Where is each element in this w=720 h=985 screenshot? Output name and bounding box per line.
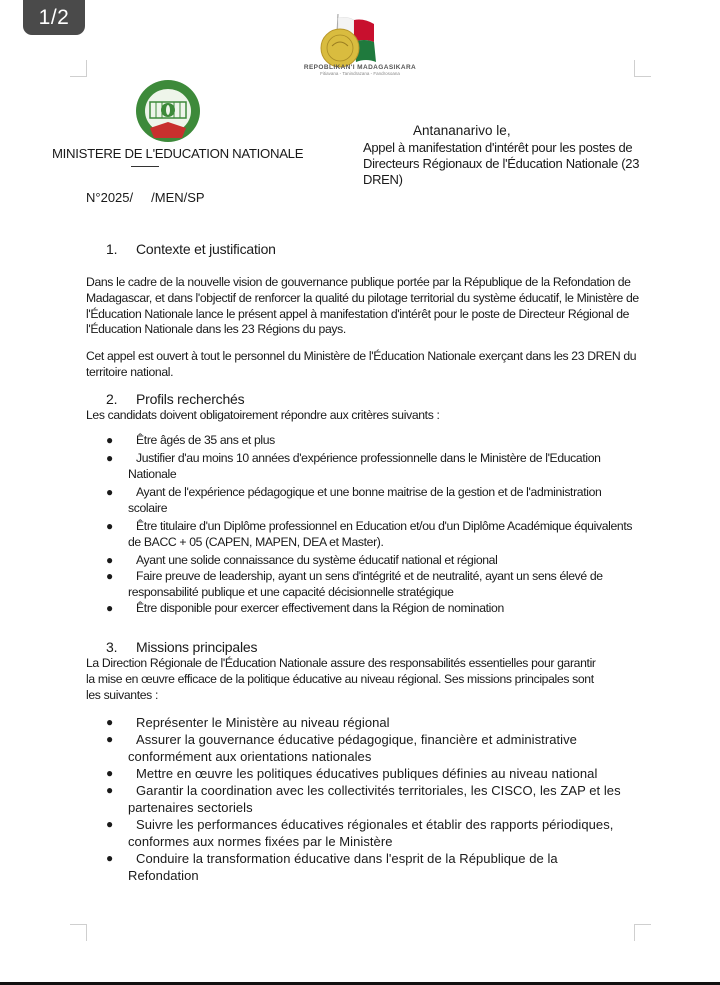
list-item: ● Faire preuve de leadership, ayant un sens d'intégrité et de neutralité, ayant un sens élevé de responsabilité publique et une capacité décisionnelle stratégique: [106, 569, 603, 599]
bullet-icon: ●: [106, 601, 113, 615]
list-item: ● Être disponible pour exercer effectivement dans la Région de nomination: [106, 601, 504, 615]
reference-suffix: /MEN/SP: [151, 190, 205, 205]
section-3-intro: La Direction Régionale de l'Éducation Nationale assure des responsabilités essentielles pour garantir la mise en œuvre efficace de la politique éducative au niveau régional. Ses missions principales sont les suivantes :: [86, 656, 596, 702]
republic-name: REPOBLIKAN'I MADAGASIKARA: [303, 64, 417, 71]
criteria-list: [106, 432, 638, 616]
bullet-icon: ●: [106, 732, 114, 746]
bullet-icon: ●: [106, 519, 113, 533]
list-item: ● Être âgés de 35 ans et plus: [106, 433, 275, 447]
missions-list: [106, 714, 628, 884]
bullet-icon: ●: [106, 451, 113, 465]
list-item: ● Justifier d'au moins 10 années d'expérience professionnelle dans le Ministère de l'Education Nationale: [106, 451, 601, 481]
list-item: ● Conduire la transformation éducative dans l'esprit de la République de la Refondation: [106, 851, 558, 883]
list-item: ● Suivre les performances éducatives régionales et établir des rapports périodiques, conformes aux normes fixées par le Ministère: [106, 817, 614, 849]
list-item: ● Garantir la coordination avec les collectivités territoriales, les CISCO, les ZAP et les partenaires sectoriels: [106, 783, 621, 815]
ministry-name: MINISTERE DE L'EDUCATION NATIONALE: [52, 146, 304, 161]
city-date: Antananarivo le,: [413, 123, 511, 138]
list-item: ● Mettre en œuvre les politiques éducatives publiques définies au niveau national: [106, 766, 598, 781]
bullet-icon: ●: [106, 766, 114, 780]
section-1-paragraph-2: Cet appel est ouvert à tout le personnel du Ministère de l'Éducation Nationale exerçant dans les 23 DREN du territoire national.: [86, 349, 637, 379]
bullet-icon: ●: [106, 485, 113, 499]
bullet-icon: ●: [106, 715, 114, 729]
section-1-heading: 1. Contexte et justification: [106, 241, 276, 257]
section-2-heading: 2. Profils recherchés: [106, 391, 245, 407]
crop-mark-top-left: [70, 60, 87, 77]
crop-mark-bottom-left: [70, 924, 87, 941]
bullet-icon: ●: [106, 553, 113, 567]
bullet-icon: ●: [106, 817, 114, 831]
bullet-icon: ●: [106, 569, 113, 583]
reference-number: [86, 190, 205, 205]
list-item: ● Être titulaire d'un Diplôme professionnel en Education et/ou d'un Diplôme Académique équivalents de BACC + 05 (CAPEN, MAPEN, DEA et Master).: [106, 519, 633, 549]
republic-seal-flag-icon: [318, 12, 398, 70]
section-3-heading: 3. Missions principales: [106, 639, 258, 655]
list-item: ● Assurer la gouvernance éducative pédagogique, financière et administrative conformément aux orientations nationales: [106, 732, 577, 764]
list-item: ● Ayant une solide connaissance du système éducatif national et régional: [106, 553, 498, 567]
crop-mark-bottom-right: [634, 924, 651, 941]
document-subject: Appel à manifestation d'intérêt pour les postes de Directeurs Régionaux de l'Éducation Nationale (23 DREN): [363, 140, 640, 187]
ministry-logo-icon: [130, 78, 206, 148]
bullet-icon: ●: [106, 783, 114, 797]
section-2-intro: Les candidats doivent obligatoirement répondre aux critères suivants :: [86, 408, 440, 422]
ministry-divider: [131, 166, 159, 167]
reference-prefix: N°2025/: [86, 190, 134, 205]
bullet-icon: ●: [106, 851, 114, 865]
bullet-icon: ●: [106, 433, 113, 447]
list-item: ● Représenter le Ministère au niveau régional: [106, 715, 390, 730]
section-1-paragraph-1: Dans le cadre de la nouvelle vision de gouvernance publique portée par la République de la Refondation de Madagascar, et dans l'objectif de renforcer la qualité du pilotage territorial du système éducatif, le Ministère de l'Éducation Nationale lance le présent appel à manifestation d'intérêt pour le poste de Directeur Régional de l'Éducation Nationale dans les 23 Régions du pays.: [86, 275, 639, 337]
page-indicator: 1/2: [23, 0, 85, 35]
list-item: ● Ayant de l'expérience pédagogique et une bonne maitrise de la gestion et de l'administration scolaire: [106, 485, 602, 515]
crop-mark-top-right: [634, 60, 651, 77]
republic-motto: Fitiavana - Tanindrazana - Fandrosoana: [320, 71, 400, 76]
